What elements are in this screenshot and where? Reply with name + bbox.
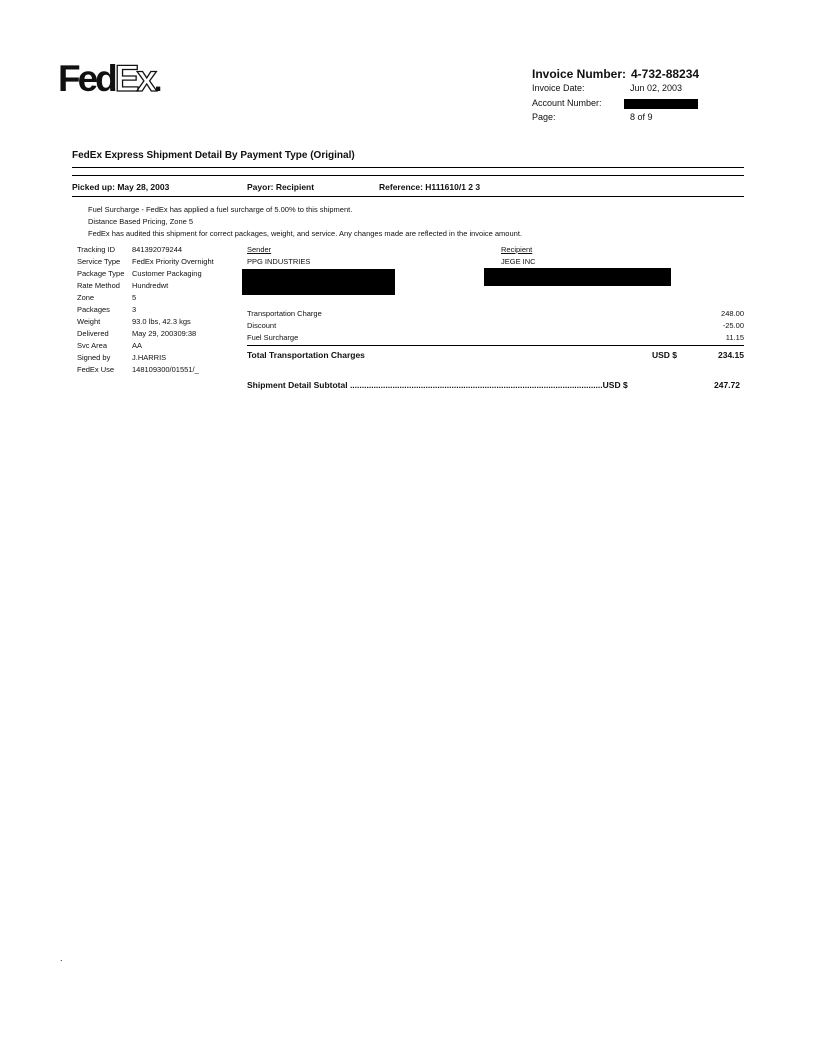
logo-ex: Ex	[114, 58, 155, 99]
detail-label: Rate Method	[77, 281, 120, 290]
note-distance-pricing: Distance Based Pricing, Zone 5	[88, 217, 194, 226]
shipment-subtotal-label: Shipment Detail Subtotal ...........................................................................................................USD $	[247, 380, 628, 390]
detail-value: May 29, 200309:38	[132, 329, 197, 338]
recipient-label: Recipient	[501, 245, 533, 254]
detail-value: Hundredwt	[132, 281, 169, 290]
charge-value: 248.00	[721, 309, 744, 318]
fedex-logo	[58, 60, 159, 97]
payor: Payor: Recipient	[247, 182, 315, 192]
detail-label: Tracking ID	[77, 245, 116, 254]
detail-label: Service Type	[77, 257, 121, 266]
page-label: Page:	[532, 112, 556, 122]
charge-value: 11.15	[725, 333, 744, 342]
invoice-date-value: Jun 02, 2003	[630, 83, 683, 93]
detail-label: FedEx Use	[77, 365, 115, 374]
detail-label: Package Type	[77, 269, 125, 278]
recipient-name: JEGE INC	[501, 257, 536, 266]
detail-label: Signed by	[77, 353, 111, 362]
detail-label: Zone	[77, 293, 95, 302]
account-number-label: Account Number:	[532, 98, 602, 108]
invoice-date-label: Invoice Date:	[532, 83, 585, 93]
detail-value: 841392079244	[132, 245, 183, 254]
recipient-address-redaction	[484, 268, 671, 286]
detail-value: Customer Packaging	[132, 269, 202, 278]
invoice-number-value: 4-732-88234	[631, 67, 700, 81]
divider-header-bottom	[72, 196, 744, 197]
sender-label: Sender	[247, 245, 272, 254]
detail-value: J.HARRIS	[132, 353, 167, 362]
charge-label: Discount	[247, 321, 277, 330]
detail-label: Weight	[77, 317, 101, 326]
detail-value: FedEx Priority Overnight	[132, 257, 214, 266]
divider-header-top	[72, 175, 744, 176]
picked-up-date: Picked up: May 28, 2003	[72, 182, 170, 192]
logo-fed: Fed	[58, 58, 115, 99]
account-number-redaction	[624, 99, 698, 109]
section-title: FedEx Express Shipment Detail By Payment Type (Original)	[72, 150, 355, 161]
note-fuel-surcharge: Fuel Surcharge - FedEx has applied a fuel surcharge of 5.00% to this shipment.	[88, 205, 353, 214]
detail-value: 5	[132, 293, 137, 302]
detail-value: 93.0 lbs, 42.3 kgs	[132, 317, 191, 326]
page-value: 8 of 9	[630, 112, 653, 122]
detail-label: Packages	[77, 305, 110, 314]
total-transportation-label: Total Transportation Charges	[247, 350, 365, 360]
detail-label: Delivered	[77, 329, 109, 338]
reference: Reference: H111610/1 2 3	[379, 182, 481, 192]
detail-label: Svc Area	[77, 341, 108, 350]
total-currency: USD $	[652, 350, 678, 360]
charge-label: Transportation Charge	[247, 309, 322, 318]
detail-value: 148109300/01551/_	[132, 365, 199, 374]
divider-top	[72, 167, 744, 168]
charges-divider	[247, 345, 744, 346]
total-transportation-value: 234.15	[718, 350, 744, 360]
sender-name: PPG INDUSTRIES	[247, 257, 311, 266]
charge-label: Fuel Surcharge	[247, 333, 299, 342]
page-mark: .	[60, 953, 63, 963]
note-audit: FedEx has audited this shipment for correct packages, weight, and service. Any changes made are reflected in the invoice amount.	[88, 229, 522, 238]
invoice-number-label: Invoice Number:	[532, 67, 627, 81]
logo-dot: .	[154, 65, 160, 98]
shipment-subtotal-value: 247.72	[714, 380, 740, 390]
detail-value: AA	[132, 341, 143, 350]
sender-address-redaction	[242, 269, 395, 295]
charge-value: -25.00	[722, 321, 744, 330]
detail-value: 3	[132, 305, 137, 314]
